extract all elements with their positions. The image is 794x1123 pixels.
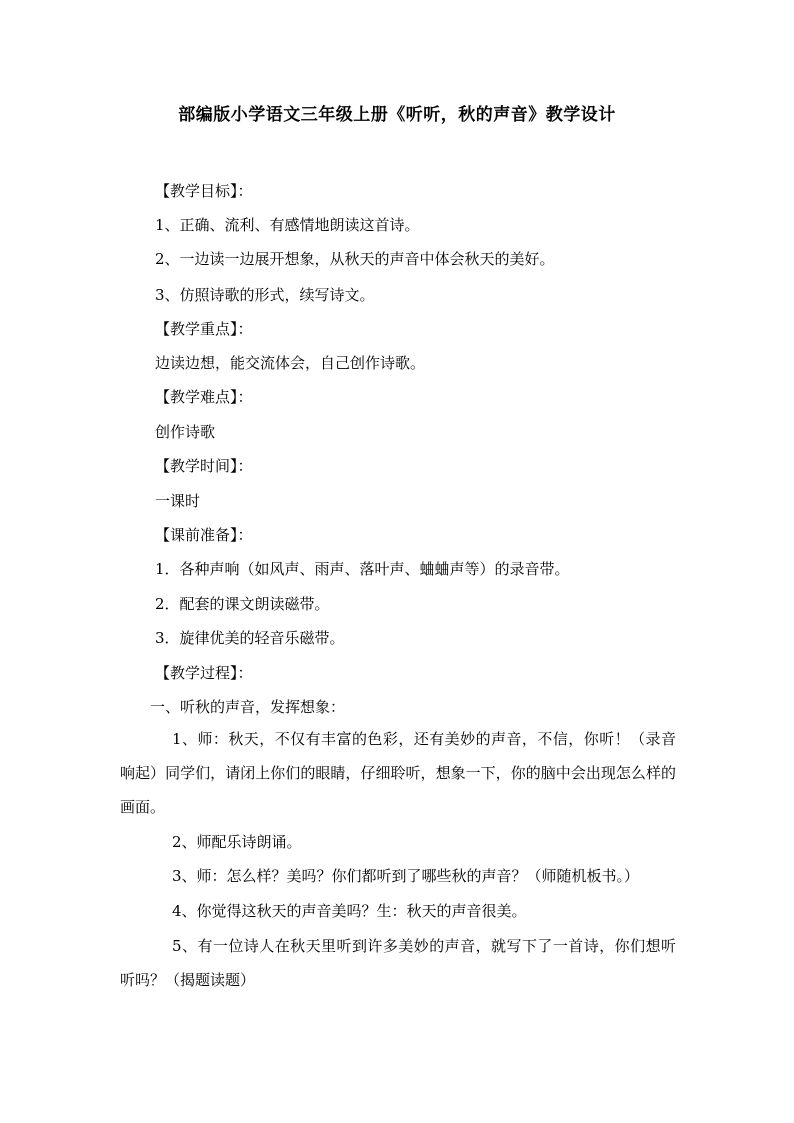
- objective-item-3: 3、仿照诗歌的形式，续写诗文。: [155, 286, 375, 304]
- preparation-item-2: 2．配套的课文朗读磁带。: [155, 595, 330, 613]
- process-heading: 【教学过程】：: [155, 664, 253, 682]
- time-heading: 【教学时间】：: [155, 457, 253, 475]
- objectives-heading: 【教学目标】：: [155, 182, 253, 200]
- key-points-heading: 【教学重点】：: [155, 320, 253, 338]
- preparation-item-1: 1．各种声响（如风声、雨声、落叶声、蛐蛐声等）的录音带。: [155, 560, 570, 578]
- key-points-text: 边读边想，能交流体会，自己创作诗歌。: [155, 354, 426, 372]
- process-section-one: 一、听秋的声音，发挥想象：: [150, 698, 346, 716]
- document-title: 部编版小学语文三年级上册《听听，秋的声音》教学设计: [178, 105, 616, 125]
- process-step-2: 2、师配乐诗朗诵。: [172, 833, 302, 851]
- process-step-3: 3、师：怎么样？美吗？你们都听到了哪些秋的声音？（师随机板书。）: [172, 867, 640, 885]
- objective-item-2: 2、一边读一边展开想象，从秋天的声音中体会秋天的美好。: [155, 250, 555, 268]
- difficulties-heading: 【教学难点】：: [155, 388, 253, 406]
- objective-item-1: 1、正确、流利、有感情地朗读这首诗。: [155, 216, 420, 234]
- process-step-4: 4、你觉得这秋天的声音美吗？生：秋天的声音很美。: [172, 902, 527, 920]
- time-text: 一课时: [155, 492, 201, 510]
- difficulties-text: 创作诗歌: [155, 423, 216, 441]
- process-step-1: 1、师：秋天，不仅有丰富的色彩，还有美妙的声音，不信，你听！（录音响起）同学们，请闭上你们的眼睛，仔细聆听，想象一下，你的脑中会出现怎么样的画面。: [120, 730, 676, 816]
- preparation-heading: 【课前准备】：: [155, 526, 253, 544]
- process-step-5: 5、有一位诗人在秋天里听到许多美妙的声音，就写下了一首诗，你们想听听吗？（揭题读题）: [120, 937, 676, 989]
- preparation-item-3: 3．旋律优美的轻音乐磁带。: [155, 629, 345, 647]
